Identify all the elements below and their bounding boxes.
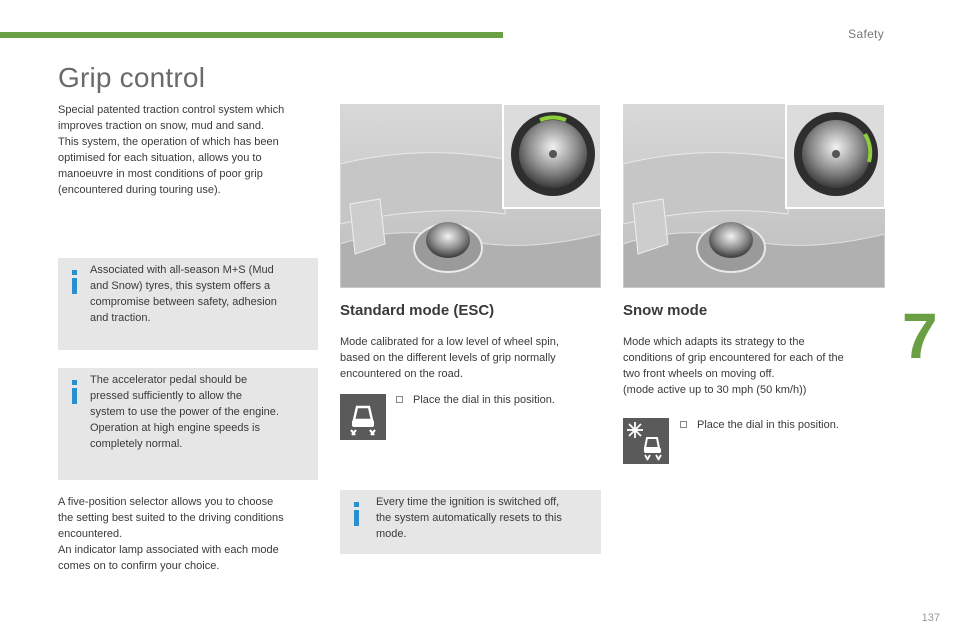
dial-photo-snow — [623, 104, 885, 288]
dial-photo-standard — [340, 104, 601, 288]
snowflake-car-icon — [623, 418, 669, 464]
info-icon — [72, 380, 81, 404]
snow-mode-icon — [623, 418, 669, 464]
selector-paragraph: A five-position selector allows you to choose the setting best suited to the driving conditions encountered. An indicator lamp associated with each mode comes on to confirm your choice. — [58, 496, 284, 572]
page-title: Grip control — [58, 62, 206, 93]
standard-instruction: Place the dial in this position. — [396, 394, 555, 406]
grip-control-dial-illustration — [623, 104, 885, 288]
info-text: Associated with all-season M+S (Mud and Snow) tyres, this system offers a compromise between safety, adhesion and traction. — [90, 264, 277, 324]
intro-paragraph: Special patented traction control system which improves traction on snow, mud and sand. This system, the operation of which has been optimised for each situation, allows you to manoeuvre in most conditions of poor grip (encountered during touring use). — [58, 104, 285, 196]
standard-mode-heading: Standard mode (ESC) — [340, 302, 495, 319]
info-box-accelerator — [58, 368, 318, 480]
info-icon — [72, 270, 81, 294]
grip-control-dial-illustration — [340, 104, 601, 288]
info-icon — [354, 502, 363, 526]
bullet-marker-icon — [396, 396, 403, 403]
info-text: Every time the ignition is switched off, the system automatically resets to this mode. — [376, 496, 562, 540]
snow-mode-heading: Snow mode — [623, 302, 708, 319]
snow-mode-text: Mode which adapts its strategy to the conditions of grip encountered for each of the two front wheels on moving off. (mode active up to 30 mph (50 km/h)) — [623, 336, 844, 396]
info-text: The accelerator pedal should be pressed sufficiently to allow the system to use the power of the engine. Operation at high engine speeds is completely normal. — [90, 374, 279, 450]
section-label: Safety — [848, 27, 884, 41]
chapter-number: 7 — [902, 300, 938, 372]
info-box-tyres — [58, 258, 318, 350]
standard-mode-icon — [340, 394, 386, 440]
standard-mode-text: Mode calibrated for a low level of wheel spin, based on the different levels of grip normally encountered on the road. — [340, 336, 559, 380]
page-number: 137 — [921, 612, 940, 624]
bullet-marker-icon — [680, 421, 687, 428]
snow-instruction: Place the dial in this position. — [680, 419, 839, 431]
info-box-reset — [340, 490, 601, 554]
car-traction-icon — [340, 394, 386, 440]
header-accent-bar — [0, 32, 503, 38]
